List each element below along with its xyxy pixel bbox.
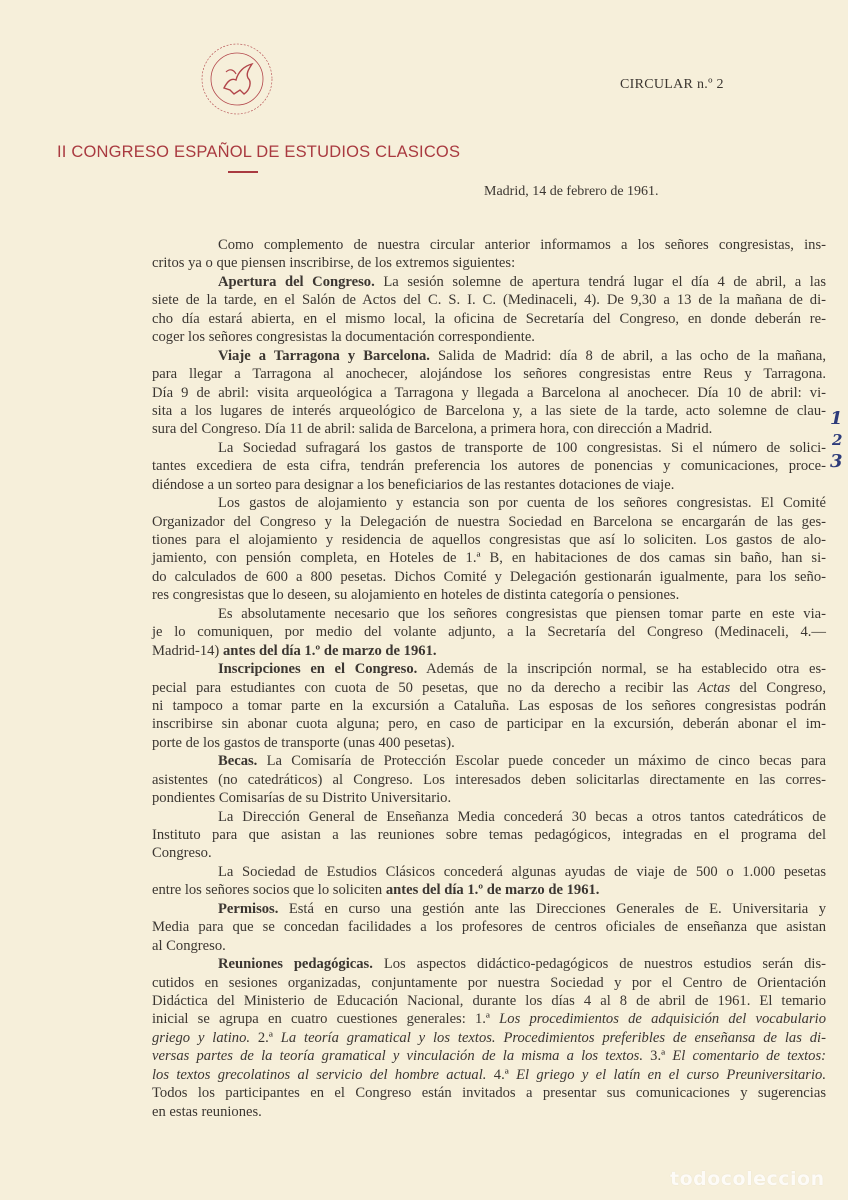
text-line [152,476,826,494]
circular-number: CIRCULAR n.º 2 [620,77,724,92]
text-line [152,365,826,383]
text-run: entre los señores socios que lo soliciten [152,882,386,899]
text-line [152,789,826,807]
text-line [152,1084,826,1102]
paragraph [152,347,826,439]
text-run: al Congreso. [152,937,226,954]
congress-title: II CONGRESO ESPAÑOL DE ESTUDIOS CLASICOS [57,143,461,161]
italic-text: versas partes de la teoría gramatical y vinculación de la misma a los textos. [152,1048,643,1065]
text-run: Los aspectos didáctico-pedagógicos de nuestros estudios serán dis- [372,956,826,973]
text-run: Didáctica del Ministerio de Educación Nacional, durante los días 4 al 8 de abril de 1961. El temario [152,992,826,1009]
text-line [152,679,826,697]
text-line [152,752,826,770]
society-seal-logo [200,42,274,116]
text-line [152,402,826,420]
text-run: La Sociedad de Estudios Clásicos concederá algunas ayudas de viaje de 500 o 1.000 pesetas [218,863,826,880]
text-run: Organizador del Congreso y la Delegación de nuestra Sociedad en Barcelona se encargarán de las ges- [152,513,826,530]
italic-text: Actas [697,679,731,696]
text-run: Es absolutamente necesario que los señores congresistas que piensen tomar parte en este via- [218,605,826,622]
italic-text: El comentario de textos: [672,1048,827,1065]
text-line [152,734,826,752]
text-line [152,1029,826,1047]
text-line [152,328,826,346]
paragraph [152,955,826,1121]
text-line [152,347,826,365]
text-line [152,642,826,660]
text-line [152,937,826,955]
text-run: cho día estará abierta, en el mismo local, la oficina de Secretaría del Congreso, en donde deberán re- [152,310,826,327]
text-line [152,273,826,291]
text-line [152,494,826,512]
italic-text: los textos grecolatinos al servicio del hombre actual. [152,1066,487,1083]
handwritten-mark: 3 [830,451,843,472]
text-run: tiones para el alojamiento y residencia de aquellos congresistas que así lo soliciten. Los gastos de alo- [152,532,826,548]
italic-text: griego y latino. [152,1029,251,1046]
text-run: sura del Congreso. Día 11 de abril: salida de Barcelona, a primera hora, con dirección a Madrid. [152,421,713,438]
bold-text: Inscripciones en el Congreso. [218,661,418,678]
italic-text: La teoría gramatical y los textos. Procedimientos preferibles de enseñansa de las di- [280,1029,826,1046]
text-line [152,881,826,899]
text-run: en estas reuniones. [152,1103,262,1120]
text-run: porte de los gastos de transporte (unas 400 pesetas). [152,734,455,751]
text-run: Como complemento de nuestra circular anterior informamos a los señores congresistas, ins- [218,237,826,253]
text-line [152,384,826,402]
text-line [152,660,826,678]
text-run: La Dirección General de Enseñanza Media concederá 30 becas a otros tantos catedráticos de [218,808,826,825]
text-run: jamiento, con pensión completa, en Hoteles de 1.ª B, en habitaciones de dos camas sin baño, han si- [152,550,826,567]
text-run: Además de la inscripción normal, se ha establecido otra es- [417,661,826,678]
text-run: critos ya o que piensen inscribirse, de los extremos siguientes: [152,255,516,272]
text-run: La Sociedad sufragará los gastos de transporte de 100 congresistas. Si el número de solici- [218,439,826,456]
text-run: Está en curso una gestión ante las Direcciones Generales de E. Universitaria y [278,900,826,917]
bold-text: Permisos. [218,900,279,917]
text-run: Los gastos de alojamiento y estancia son por cuenta de los señores congresistas. El Comité [218,495,826,512]
watermark: todocoleccion [670,1168,825,1190]
text-run: 3.ª [643,1048,673,1065]
paragraph [152,900,826,955]
text-run: cutidos en sesiones organizadas, conjuntamente por nuestra Sociedad y por el Centro de Orientación [152,974,826,991]
text-line [152,457,826,475]
text-line [152,513,826,531]
text-run: pondientes Comisarías de su Distrito Universitario. [152,790,452,807]
text-run: ni tampoco a tomar parte en la excursión a Cataluña. Las esposas de los señores congresistas podrán [152,697,826,714]
text-line [152,808,826,826]
paragraph [152,236,826,273]
letter-body [152,236,826,1121]
text-run: inicial se agrupa en cuatro cuestiones generales: 1.ª [152,1011,500,1028]
italic-text: Los procedimientos de adquisición del vocabulario [499,1011,826,1028]
text-run: La sesión solemne de apertura tendrá lugar el día 4 de abril, a las [374,273,826,290]
text-line [152,918,826,936]
text-run: siete de la tarde, en el Salón de Actos del C. S. I. C. (Medinaceli, 4). De 9,30 a 13 de la mañana de di- [152,292,826,309]
bold-text: Becas. [218,753,258,770]
paragraph [152,605,826,660]
text-line [152,844,826,862]
text-line [152,955,826,973]
paragraph [152,660,826,752]
text-line [152,697,826,715]
text-run: Madrid-14) [152,642,223,659]
text-line [152,992,826,1010]
text-line [152,605,826,623]
text-run: sita a los lugares de interés arqueológico de Barcelona y, a las siete de la tarde, acto solemne de clau- [152,402,826,419]
text-run: Media para que se concedan facilidades a los profesores de centros oficiales de enseñanza que asistan [152,919,826,936]
title-divider [228,171,258,173]
text-line [152,420,826,438]
text-line [152,439,826,457]
text-run: La Comisaría de Protección Escolar puede conceder un máximo de cinco becas para [257,753,826,770]
text-run: Todos los participantes en el Congreso están invitados a presentar sus comunicaciones y sugerencias [152,1085,826,1102]
text-line [152,1047,826,1065]
text-line [152,826,826,844]
text-line [152,771,826,789]
paragraph [152,863,826,900]
paragraph [152,752,826,807]
text-run: pecial para estudiantes con cuota de 50 pesetas, que no da derecho a recibir las [152,679,698,696]
text-line [152,568,826,586]
letter-date: Madrid, 14 de febrero de 1961. [484,184,659,199]
text-line [152,254,826,272]
text-line [152,310,826,328]
text-run: res congresistas que lo deseen, su alojamiento en hoteles de distinta categoría o pensiones. [152,587,680,604]
paragraph [152,808,826,863]
text-line [152,291,826,309]
text-run: Salida de Madrid: día 8 de abril, a las ocho de la mañana, [429,347,826,364]
text-line [152,863,826,881]
text-line [152,1103,826,1121]
text-run: Congreso. [152,845,212,862]
bold-text: antes del día 1.º de marzo de 1961. [385,882,600,899]
text-line [152,715,826,733]
text-line [152,586,826,604]
text-line [152,236,826,254]
text-run: Día 9 de abril: visita arqueológica a Tarragona y llegada a Barcelona al anochecer. Día 10 de abril: vi- [152,384,826,401]
bold-text: Reuniones pedagógicas. [218,956,373,973]
text-run: tantes excediera de esta cifra, tendrán preferencia los autores de ponencias y comunicaciones, proce- [152,458,826,475]
text-run: do calculados de 600 a 800 pesetas. Dichos Comité y Delegación gestionarán igualmente, para los seño- [152,568,826,585]
text-run: inscribirse sin abonar cuota alguna; pero, en caso de participar en la excursión, deberán abonar el im- [152,716,826,733]
text-line [152,623,826,641]
text-line [152,1010,826,1028]
text-run: diéndose a un sorteo para designar a los beneficiarios de las restantes dotaciones de viaje. [152,476,675,493]
paragraph [152,439,826,494]
text-run: Instituto para que asistan a las reuniones sobre temas pedagógicos, integradas en el programa del [152,827,826,843]
handwritten-mark: 1 [830,408,843,429]
paragraph [152,494,826,605]
text-run: 2.ª [250,1029,281,1046]
italic-text: El griego y el latín en el curso Preuniversitario. [516,1066,826,1083]
text-line [152,531,826,549]
text-run: je lo comuniquen, por medio del volante adjunto, a la Secretaría del Congreso (Medinaceli, 4.— [152,624,826,641]
text-run: asistentes (no catedráticos) al Congreso. Los interesados deben solicitarlas directamente en las corres- [152,771,826,788]
bold-text: antes del día 1.º de marzo de 1961. [222,642,437,659]
text-run: del Congreso, [730,679,827,696]
text-run: para llegar a Tarragona al anochecer, alojándose los señores congresistas entre Reus y Tarragona. [152,366,826,383]
bold-text: Apertura del Congreso. [218,273,375,290]
text-line [152,549,826,567]
handwritten-mark: 2 [832,431,843,449]
paragraph [152,273,826,347]
text-line [152,900,826,918]
text-line [152,974,826,992]
text-run: 4.ª [486,1066,517,1083]
text-run: coger los señores congresistas la documentación correspondiente. [152,329,535,346]
bold-text: Viaje a Tarragona y Barcelona. [218,347,430,364]
text-line [152,1066,826,1084]
